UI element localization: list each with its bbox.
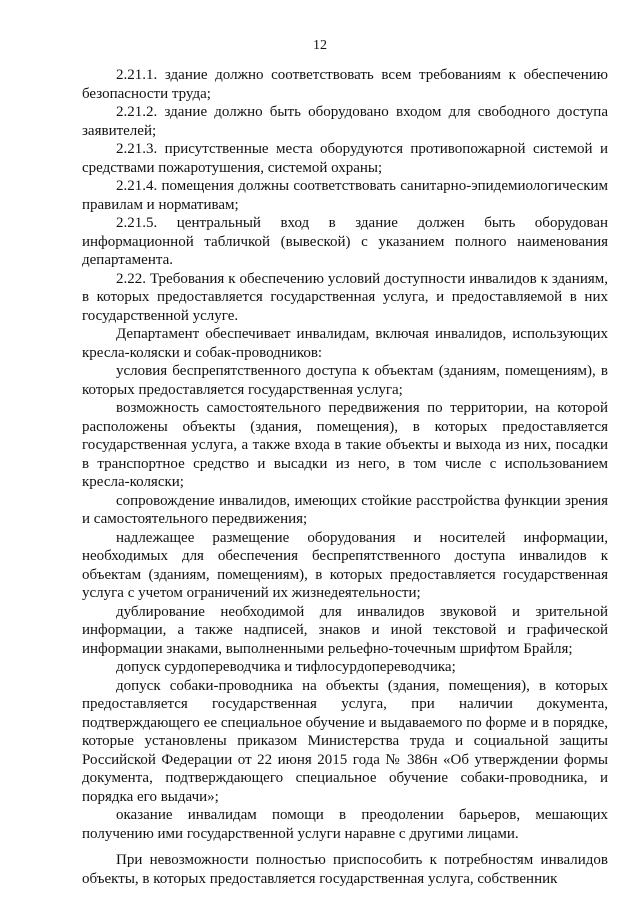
paragraph-equipment-placement: надлежащее размещение оборудования и носителей информации, необходимых для обеспечения беспрепятственного доступа инвалидов к объектам (зданиям, помещениям), в которых предоставляется государственная услуга с учетом ограничений их жизнедеятельности;: [82, 529, 608, 601]
document-body: [82, 66, 608, 888]
paragraph-2-21-1: 2.21.1. здание должно соответствовать всем требованиям к обеспечению безопасности труда;: [82, 67, 608, 102]
paragraph-sign-interpreter: допуск сурдопереводчика и тифлосурдопереводчика;: [116, 659, 456, 675]
paragraph-escort: сопровождение инвалидов, имеющих стойкие расстройства функции зрения и самостоятельного передвижения;: [82, 492, 608, 527]
paragraph-access-conditions: условия беспрепятственного доступа к объектам (зданиям, помещениям), в которых предоставляется государственная услуга;: [82, 363, 608, 398]
paragraph-braille-duplication: дублирование необходимой для инвалидов звуковой и зрительной информации, а также надписей, знаков и иной текстовой и графической информации знаками, выполненными рельефно-точечным шрифтом Брайля;: [82, 603, 608, 657]
paragraph-guide-dog: допуск собаки-проводника на объекты (здания, помещения), в которых предоставляется государственная услуга, при наличии документа, подтверждающего ее специальное обучение и выдаваемого по форме и в порядке, которые установлены приказом Министерства труда и социальной защиты Российской Федерации от 22 июня 2015 года № 386н «Об утверждении формы документа, подтверждающего специальное обучение собаки-проводника, и порядка его выдачи»;: [82, 677, 608, 805]
paragraph-2-22: 2.22. Требования к обеспечению условий доступности инвалидов к зданиям, в которых предоставляется государственная услуга, и предоставляемой в них государственной услуге.: [82, 270, 608, 324]
paragraph-impossibility: При невозможности полностью приспособить к потребностям инвалидов объекты, в которых предоставляется государственная услуга, собственник: [82, 852, 608, 887]
paragraph-2-21-3: 2.21.3. присутственные места оборудуются противопожарной системой и средствами пожаротушения, системой охраны;: [82, 141, 608, 176]
paragraph-department-ensures: Департамент обеспечивает инвалидам, включая инвалидов, использующих кресла-коляски и собак-проводников:: [82, 326, 608, 361]
paragraph-barrier-assistance: оказание инвалидам помощи в преодолении барьеров, мешающих получению ими государственной услуги наравне с другими лицами.: [82, 807, 608, 842]
paragraph-2-21-5: 2.21.5. центральный вход в здание должен быть оборудован информационной табличкой (вывеской) с указанием полного наименования департамента.: [82, 215, 608, 268]
paragraph-2-21-2: 2.21.2. здание должно быть оборудовано входом для свободного доступа заявителей;: [82, 104, 608, 139]
paragraph-independent-movement: возможность самостоятельного передвижения по территории, на которой расположены объекты (здания, помещения), в которых предоставляется государственная услуга, а также входа в такие объекты и выхода из них, посадки в транспортное средство и высадки из него, в том числе с использованием кресла-коляски;: [82, 400, 608, 490]
page-number: 12: [313, 38, 327, 53]
paragraph-2-21-4: 2.21.4. помещения должны соответствовать санитарно-эпидемиологическим правилам и нормативам;: [82, 178, 608, 213]
